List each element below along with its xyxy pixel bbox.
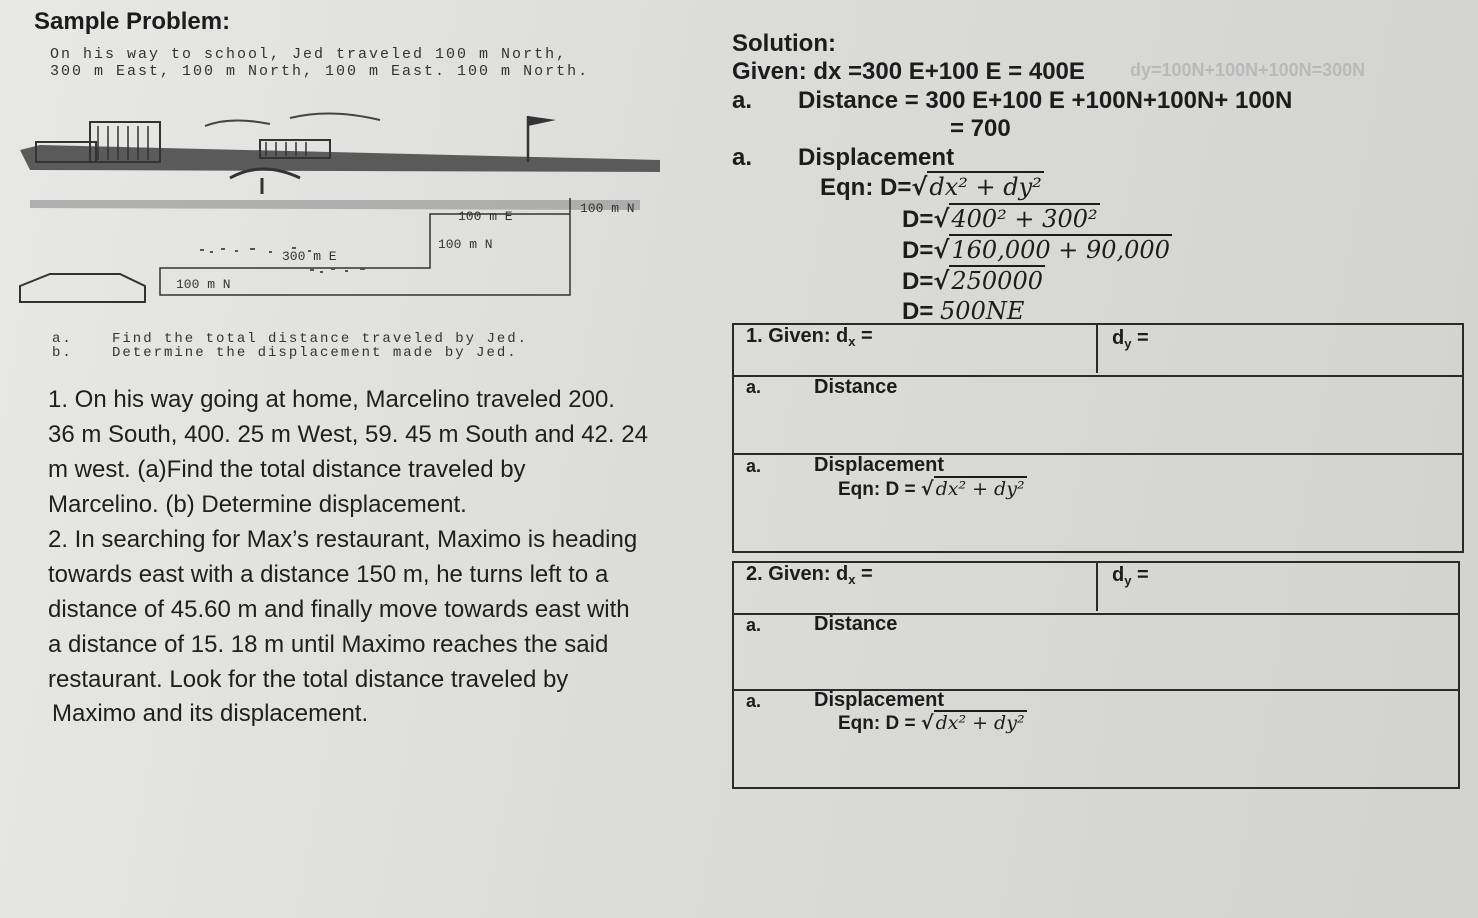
solution-faded-text: dy=100N+100N+100N=300N	[1130, 60, 1366, 80]
step-1	[902, 205, 1100, 234]
sample-problem-line-1: On his way to school, Jed traveled 100 m North,	[50, 46, 568, 63]
label-100m-n-left: 100 m N	[176, 277, 231, 292]
sqrt-icon: √	[920, 478, 934, 500]
answer-1-distance-label: Distance	[814, 376, 898, 398]
step-3-radicand: 250000	[951, 267, 1043, 295]
problem-line-4: Marcelino. (b) Determine displacement.	[48, 491, 467, 518]
problem-line-9: restaurant. Look for the total distance traveled by	[48, 666, 569, 693]
answer-1-disp-letter: a.	[746, 456, 762, 476]
displacement-letter: a.	[732, 144, 753, 171]
task-b-text: Determine the displacement made by Jed.	[112, 345, 518, 361]
step-2-radicand: 160,000 + 90,000	[951, 236, 1170, 264]
answer-2-dx-label: 2. Given: $d_x$ =	[746, 563, 873, 587]
sqrt-icon: √	[933, 205, 950, 233]
label-100m-n-mid: 100 m N	[438, 237, 493, 252]
solution-title: Solution:	[732, 30, 836, 57]
answer-1-dy-label: $d_y$ =	[1112, 327, 1149, 351]
house-icon	[20, 274, 145, 302]
problem-line-1: 1. On his way going at home, Marcelino traveled 200.	[48, 386, 615, 413]
answer-2-divider	[1096, 561, 1098, 611]
result-line	[902, 297, 1024, 326]
label-100m-e-top: 100 m E	[458, 209, 513, 224]
answer-2-dy-label: $d_y$ =	[1112, 564, 1149, 588]
answer-1-distance-letter: a.	[746, 377, 762, 397]
step-2-prefix: D=	[902, 237, 934, 264]
sqrt-icon: √	[933, 236, 950, 264]
sqrt-icon: √	[911, 173, 928, 201]
answer-2-disp-label: Displacement	[814, 689, 945, 711]
distance-letter: a.	[732, 87, 753, 114]
answer-1-eqn: Eqn: D = √ dx² + dy²	[838, 478, 1025, 500]
problem-line-7: distance of 45.60 m and finally move towards east with	[48, 596, 630, 623]
step-2	[902, 236, 1172, 265]
tree-icon	[230, 169, 300, 194]
step-3	[902, 267, 1045, 296]
task-a-letter: a.	[52, 331, 73, 347]
step-1-prefix: D=	[902, 206, 934, 233]
label-300m-e: 300 m E	[282, 249, 337, 264]
displacement-label: Displacement	[798, 144, 955, 171]
road-shape	[20, 145, 660, 172]
task-b-letter: b.	[52, 345, 73, 361]
answer-2-distance-letter: a.	[746, 615, 762, 635]
task-a-text: Find the total distance traveled by Jed.	[112, 331, 529, 347]
step-3-prefix: D=	[902, 268, 934, 295]
problem-line-2: 36 m South, 400. 25 m West, 59. 45 m South and 42. 24	[48, 421, 648, 448]
answer-2-distance-label: Distance	[814, 613, 898, 635]
answer-2-disp-letter: a.	[746, 691, 762, 711]
solution-given: Given: dx =300 E+100 E = 400E	[732, 58, 1085, 85]
distance-equation: Distance = 300 E+100 E +100N+100N+ 100N	[798, 87, 1293, 114]
result-value: 500NE	[940, 297, 1025, 325]
eqn-radicand: dx² + dy²	[929, 173, 1042, 201]
step-1-radicand: 400² + 300²	[951, 205, 1098, 233]
route-illustration	[0, 90, 700, 320]
answer-1-disp-label: Displacement	[814, 454, 945, 476]
flag-icon	[528, 116, 556, 126]
eqn-line	[820, 173, 1044, 202]
eqn-radical	[911, 173, 1043, 202]
answer-1-divider	[1096, 323, 1098, 373]
problem-line-10: Maximo and its displacement.	[52, 700, 369, 727]
distance-result: = 700	[950, 115, 1011, 142]
problem-line-3: m west. (a)Find the total distance traveled by	[48, 456, 526, 483]
answer-1-dx-label: 1. Given: $d_x$ =	[746, 325, 873, 349]
sqrt-icon: √	[933, 267, 950, 295]
problem-line-6: towards east with a distance 150 m, he turns left to a	[48, 561, 609, 588]
problem-line-5: 2. In searching for Max’s restaurant, Maximo is heading	[48, 526, 638, 553]
ground-band	[30, 200, 640, 210]
answer-2-eqn: Eqn: D = √ dx² + dy²	[838, 712, 1025, 734]
result-prefix: D=	[902, 298, 934, 325]
problem-line-8: a distance of 15. 18 m until Maximo reaches the said	[48, 631, 609, 658]
sample-problem-line-2: 300 m East, 100 m North, 100 m East. 100 m North.	[50, 63, 590, 80]
page-heading: Sample Problem:	[34, 8, 231, 35]
eqn-prefix: Eqn: D=	[820, 174, 912, 201]
sqrt-icon: √	[920, 712, 934, 734]
label-100m-n-right: 100 m N	[580, 201, 635, 216]
